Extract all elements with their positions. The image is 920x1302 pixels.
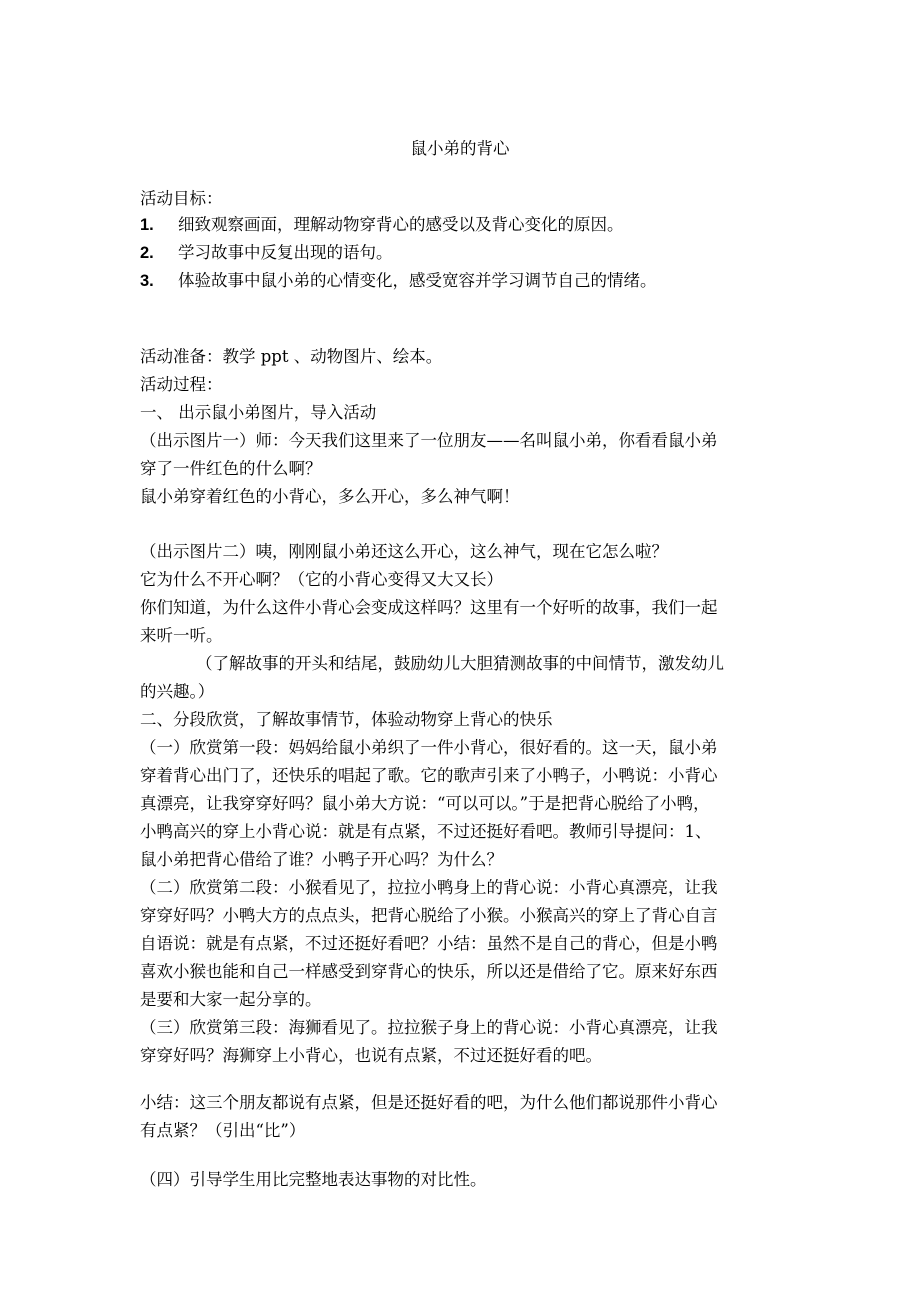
paragraph-line: （三）欣赏第三段：海狮看见了。拉拉猴子身上的背心说：小背心真漂亮，让我 [140, 1018, 718, 1037]
paragraph-line: 穿着背心出门了，还快乐的唱起了歌。它的歌声引来了小鸭子，小鸭说：小背心 [140, 766, 718, 785]
paragraph-line: （出示图片二）咦，刚刚鼠小弟还这么开心，这么神气，现在它怎么啦？ [140, 542, 668, 561]
goal-text: 学习故事中反复出现的语句。 [178, 243, 393, 262]
goal-text: 体验故事中鼠小弟的心情变化，感受宽容并学习调节自己的情绪。 [178, 271, 657, 290]
paragraph-line: 自语说：就是有点紧，不过还挺好看吧？小结：虽然不是自己的背心，但是小鸭 [140, 934, 718, 953]
paragraph-line: 你们知道，为什么这件小背心会变成这样吗？这里有一个好听的故事，我们一起 [140, 598, 718, 617]
paragraph-line: （四）引导学生用比完整地表达事物的对比性。 [140, 1170, 487, 1189]
paragraph-line: 鼠小弟把背心借给了谁？小鸭子开心吗？为什么？ [140, 850, 503, 869]
paragraph-line: 真漂亮，让我穿穿好吗？鼠小弟大方说：“可以可以。”于是把背心脱给了小鸭， [140, 794, 710, 813]
goal-number: 1. [140, 216, 154, 234]
paragraph-line: （二）欣赏第二段：小猴看见了，拉拉小鸭身上的背心说：小背心真漂亮，让我 [140, 878, 718, 897]
paragraph-line: 小鸭高兴的穿上小背心说：就是有点紧，不过还挺好看吧。教师引导提问：1、 [140, 822, 712, 841]
section-1-heading: 一、 出示鼠小弟图片，导入活动 [140, 403, 377, 422]
paragraph-line: 是要和大家一起分享的。 [140, 990, 322, 1009]
paragraph-line: （一）欣赏第一段：妈妈给鼠小弟织了一件小背心，很好看的。这一天，鼠小弟 [140, 738, 718, 757]
paragraph-line: 喜欢小猴也能和自己一样感受到穿背心的快乐，所以还是借给了它。原来好东西 [140, 962, 718, 981]
goal-item [140, 268, 790, 294]
preparation-line: 活动准备：教学 ppt 、动物图片、绘本。 [140, 347, 443, 366]
paragraph-line: 小结：这三个朋友都说有点紧，但是还挺好看的吧，为什么他们都说那件小背心 [140, 1093, 718, 1112]
goals-heading: 活动目标： [140, 189, 223, 208]
paragraph-line: 的兴趣。） [140, 682, 215, 701]
paragraph-line: 来听一听。 [140, 626, 223, 645]
goal-item [140, 240, 790, 266]
paragraph-line: 有点紧？（引出“比”） [140, 1121, 306, 1140]
paragraph-line: 穿穿好吗？海狮穿上小背心，也说有点紧，不过还挺好看的吧。 [140, 1046, 602, 1065]
page-title: 鼠小弟的背心 [410, 139, 510, 158]
goal-number: 2. [140, 244, 154, 262]
paragraph-line: （了解故事的开头和结尾，鼓励幼儿大胆猜测故事的中间情节，激发幼儿 [196, 654, 724, 673]
goal-text: 细致观察画面，理解动物穿背心的感受以及背心变化的原因。 [178, 215, 624, 234]
paragraph-line: 穿穿好吗？小鸭大方的点点头，把背心脱给了小猴。小猴高兴的穿上了背心自言 [140, 906, 718, 925]
paragraph-line: 穿了一件红色的什么啊？ [140, 459, 322, 478]
process-heading: 活动过程： [140, 375, 223, 394]
paragraph-line: 它为什么不开心啊？（它的小背心变得又大又长） [140, 570, 503, 589]
goal-number: 3. [140, 272, 154, 290]
paragraph-line: （出示图片一）师：今天我们这里来了一位朋友——名叫鼠小弟，你看看鼠小弟 [140, 431, 718, 450]
paragraph-line: 鼠小弟穿着红色的小背心，多么开心，多么神气啊！ [140, 487, 520, 506]
section-2-heading: 二、分段欣赏，了解故事情节，体验动物穿上背心的快乐 [140, 710, 553, 729]
goal-item [140, 212, 790, 238]
